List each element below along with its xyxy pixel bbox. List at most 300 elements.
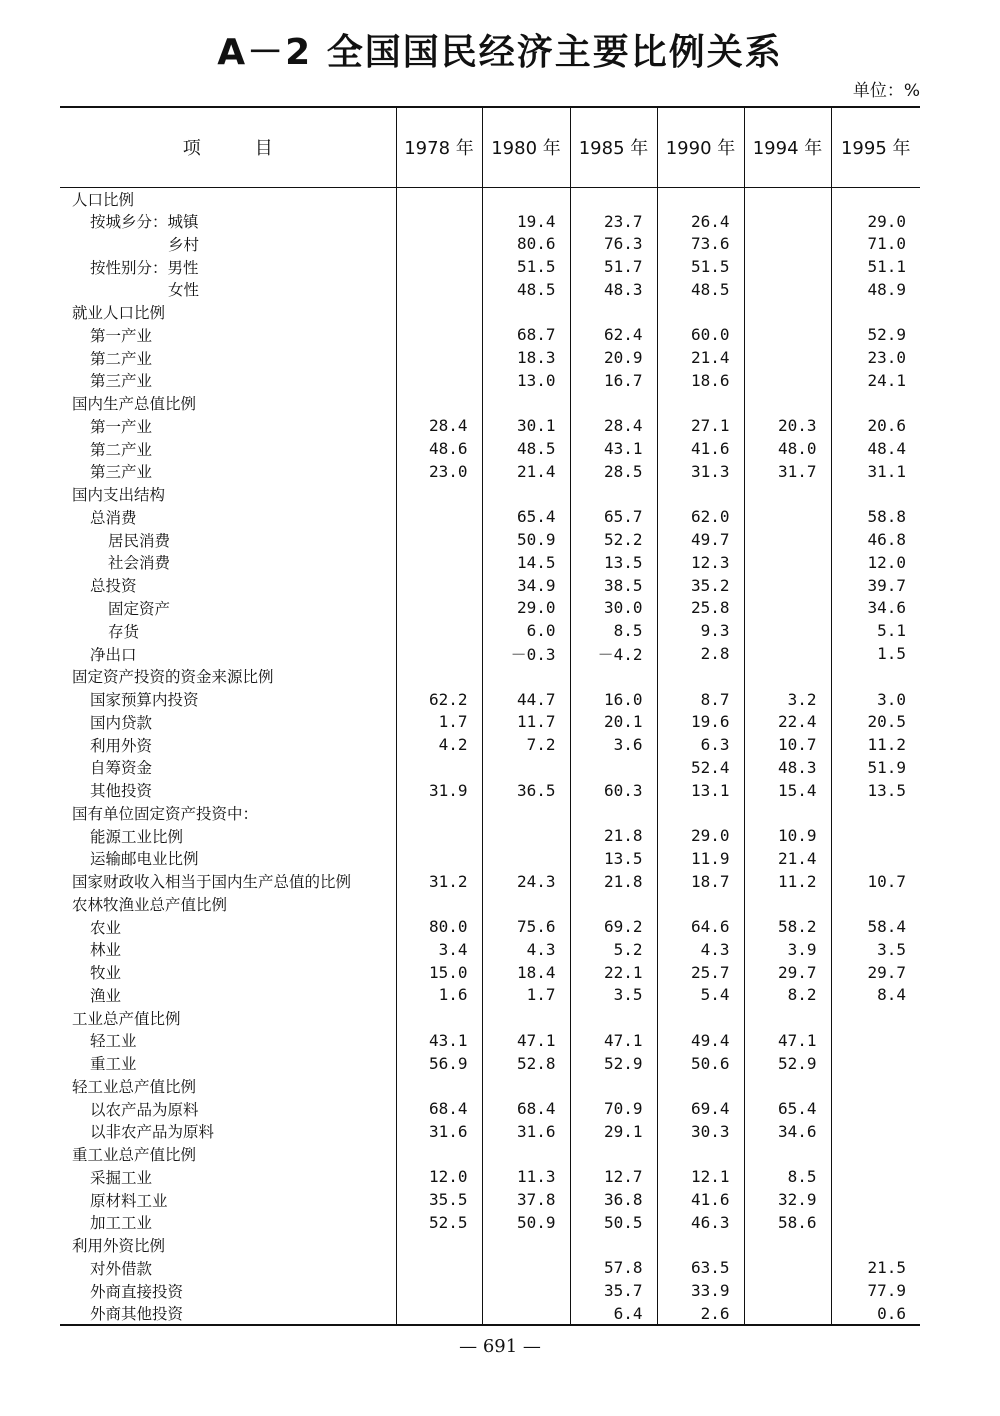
value-cell: 10.9 bbox=[744, 824, 831, 847]
value-cell bbox=[482, 301, 570, 324]
value-cell bbox=[482, 1075, 570, 1098]
value-cell: 2.8 bbox=[657, 642, 744, 665]
value-cell bbox=[744, 893, 831, 916]
value-cell bbox=[570, 893, 657, 916]
row-label: 轻工业总产值比例 bbox=[72, 1077, 197, 1096]
table-row bbox=[60, 1279, 920, 1302]
value-cell bbox=[744, 1075, 831, 1098]
value-cell bbox=[657, 1234, 744, 1257]
value-cell bbox=[396, 255, 482, 278]
table-row bbox=[60, 688, 920, 711]
value-cell bbox=[396, 528, 482, 551]
row-label: 以农产品为原料 bbox=[90, 1100, 199, 1119]
value-cell bbox=[396, 893, 482, 916]
row-label: 牧业 bbox=[90, 964, 122, 983]
value-cell bbox=[482, 802, 570, 825]
value-cell bbox=[482, 1006, 570, 1029]
row-label: 国有单位固定资产投资中： bbox=[72, 804, 259, 823]
value-cell bbox=[744, 1279, 831, 1302]
row-label: 按城乡分：城镇 bbox=[90, 213, 199, 232]
table-row bbox=[60, 961, 920, 984]
value-cell: 46.8 bbox=[831, 528, 920, 551]
row-label: 加工工业 bbox=[90, 1214, 153, 1233]
table-row bbox=[60, 574, 920, 597]
value-cell: 21.8 bbox=[570, 824, 657, 847]
value-cell: 6.0 bbox=[482, 619, 570, 642]
value-cell: 11.2 bbox=[831, 733, 920, 756]
value-cell: 36.5 bbox=[482, 779, 570, 802]
row-label: 国家预算内投资 bbox=[90, 691, 199, 710]
row-label: 以非农产品为原料 bbox=[90, 1123, 215, 1142]
value-cell: 48.3 bbox=[744, 756, 831, 779]
value-cell: 29.7 bbox=[831, 961, 920, 984]
value-cell bbox=[570, 187, 657, 210]
value-cell: 20.3 bbox=[744, 415, 831, 438]
value-cell: 64.6 bbox=[657, 915, 744, 938]
value-cell: 4.3 bbox=[657, 938, 744, 961]
table-row bbox=[60, 437, 920, 460]
table-row bbox=[60, 870, 920, 893]
value-cell bbox=[482, 824, 570, 847]
row-label: 林业 bbox=[90, 941, 122, 960]
value-cell: 68.4 bbox=[482, 1097, 570, 1120]
value-cell: 29.0 bbox=[657, 824, 744, 847]
row-label: 利用外资比例 bbox=[72, 1237, 166, 1256]
value-cell: 3.9 bbox=[744, 938, 831, 961]
value-cell bbox=[396, 392, 482, 415]
value-cell: 0.6 bbox=[831, 1302, 920, 1325]
value-cell: 48.4 bbox=[831, 437, 920, 460]
value-cell: 13.0 bbox=[482, 369, 570, 392]
value-cell bbox=[570, 1006, 657, 1029]
value-cell: 12.0 bbox=[831, 551, 920, 574]
value-cell: 70.9 bbox=[570, 1097, 657, 1120]
value-cell: 6.4 bbox=[570, 1302, 657, 1325]
value-cell: 56.9 bbox=[396, 1052, 482, 1075]
value-cell bbox=[570, 756, 657, 779]
value-cell bbox=[396, 1006, 482, 1029]
value-cell: 13.1 bbox=[657, 779, 744, 802]
value-cell: 32.9 bbox=[744, 1188, 831, 1211]
value-cell: 30.3 bbox=[657, 1120, 744, 1143]
value-cell: 51.1 bbox=[831, 255, 920, 278]
table-row bbox=[60, 324, 920, 347]
value-cell bbox=[831, 1029, 920, 1052]
table-row bbox=[60, 1211, 920, 1234]
value-cell bbox=[396, 210, 482, 233]
value-cell: 52.5 bbox=[396, 1211, 482, 1234]
value-cell: 52.8 bbox=[482, 1052, 570, 1075]
value-cell: 51.5 bbox=[482, 255, 570, 278]
value-cell bbox=[396, 324, 482, 347]
value-cell bbox=[482, 1302, 570, 1325]
value-cell: 11.3 bbox=[482, 1166, 570, 1189]
value-cell bbox=[831, 1120, 920, 1143]
value-cell bbox=[744, 597, 831, 620]
header-item: 项 目 bbox=[60, 107, 396, 187]
value-cell bbox=[831, 1052, 920, 1075]
value-cell bbox=[396, 1279, 482, 1302]
value-cell bbox=[657, 1143, 744, 1166]
value-cell: 65.4 bbox=[744, 1097, 831, 1120]
row-label: 原材料工业 bbox=[90, 1191, 168, 1210]
row-label: 第二产业 bbox=[90, 440, 153, 459]
value-cell: 1.6 bbox=[396, 984, 482, 1007]
table-row bbox=[60, 824, 920, 847]
value-cell bbox=[831, 1075, 920, 1098]
value-cell: 28.4 bbox=[396, 415, 482, 438]
value-cell bbox=[396, 756, 482, 779]
value-cell: 14.5 bbox=[482, 551, 570, 574]
row-label: 第三产业 bbox=[90, 372, 153, 391]
value-cell bbox=[831, 301, 920, 324]
value-cell bbox=[744, 1234, 831, 1257]
value-cell bbox=[570, 1234, 657, 1257]
row-label: 净出口 bbox=[90, 645, 137, 664]
row-label: 社会消费 bbox=[108, 554, 171, 573]
value-cell bbox=[831, 1143, 920, 1166]
table-row bbox=[60, 460, 920, 483]
page-title: A－2 全国国民经济主要比例关系 bbox=[217, 32, 783, 73]
row-label: 国家财政收入相当于国内生产总值的比例 bbox=[72, 873, 352, 892]
table-row bbox=[60, 1052, 920, 1075]
row-label: 总消费 bbox=[90, 508, 137, 527]
value-cell bbox=[570, 1075, 657, 1098]
value-cell: 47.1 bbox=[570, 1029, 657, 1052]
value-cell bbox=[831, 1006, 920, 1029]
value-cell: 69.4 bbox=[657, 1097, 744, 1120]
table-row bbox=[60, 392, 920, 415]
value-cell: 18.3 bbox=[482, 346, 570, 369]
value-cell bbox=[831, 187, 920, 210]
value-cell: 12.1 bbox=[657, 1166, 744, 1189]
value-cell: 29.1 bbox=[570, 1120, 657, 1143]
value-cell: 25.7 bbox=[657, 961, 744, 984]
value-cell: 12.0 bbox=[396, 1166, 482, 1189]
value-cell bbox=[744, 369, 831, 392]
value-cell bbox=[396, 187, 482, 210]
value-cell bbox=[744, 392, 831, 415]
value-cell bbox=[396, 802, 482, 825]
value-cell: 31.6 bbox=[482, 1120, 570, 1143]
value-cell bbox=[744, 233, 831, 256]
value-cell: 18.7 bbox=[657, 870, 744, 893]
value-cell bbox=[744, 1143, 831, 1166]
value-cell: 8.2 bbox=[744, 984, 831, 1007]
value-cell: 47.1 bbox=[744, 1029, 831, 1052]
value-cell: 50.5 bbox=[570, 1211, 657, 1234]
table-row bbox=[60, 1143, 920, 1166]
value-cell: 11.2 bbox=[744, 870, 831, 893]
value-cell bbox=[396, 483, 482, 506]
value-cell: 38.5 bbox=[570, 574, 657, 597]
value-cell: 80.6 bbox=[482, 233, 570, 256]
value-cell: 51.9 bbox=[831, 756, 920, 779]
table-row bbox=[60, 915, 920, 938]
value-cell bbox=[744, 1302, 831, 1325]
table-row bbox=[60, 711, 920, 734]
value-cell bbox=[744, 324, 831, 347]
table-row bbox=[60, 187, 920, 210]
table-row bbox=[60, 893, 920, 916]
value-cell bbox=[396, 619, 482, 642]
table-row bbox=[60, 1302, 920, 1325]
value-cell: 62.4 bbox=[570, 324, 657, 347]
table-row bbox=[60, 255, 920, 278]
table-row bbox=[60, 210, 920, 233]
value-cell: 29.0 bbox=[831, 210, 920, 233]
row-label: 第二产业 bbox=[90, 349, 153, 368]
value-cell: 13.5 bbox=[570, 551, 657, 574]
value-cell: 4.3 bbox=[482, 938, 570, 961]
value-cell bbox=[831, 665, 920, 688]
value-cell bbox=[657, 1006, 744, 1029]
value-cell bbox=[396, 597, 482, 620]
value-cell: 49.4 bbox=[657, 1029, 744, 1052]
value-cell: 60.3 bbox=[570, 779, 657, 802]
value-cell bbox=[657, 301, 744, 324]
value-cell: 48.9 bbox=[831, 278, 920, 301]
value-cell bbox=[831, 1211, 920, 1234]
value-cell: 23.7 bbox=[570, 210, 657, 233]
value-cell: 34.6 bbox=[831, 597, 920, 620]
value-cell bbox=[657, 802, 744, 825]
value-cell: 30.1 bbox=[482, 415, 570, 438]
value-cell: 80.0 bbox=[396, 915, 482, 938]
value-cell bbox=[396, 278, 482, 301]
value-cell bbox=[831, 1188, 920, 1211]
table-row bbox=[60, 619, 920, 642]
table-row bbox=[60, 506, 920, 529]
value-cell: 5.4 bbox=[657, 984, 744, 1007]
header-1985: 1985 年 bbox=[570, 107, 657, 187]
row-label: 农林牧渔业总产值比例 bbox=[72, 895, 228, 914]
value-cell: 41.6 bbox=[657, 1188, 744, 1211]
value-cell: 62.0 bbox=[657, 506, 744, 529]
table-row bbox=[60, 1257, 920, 1280]
value-cell: 43.1 bbox=[396, 1029, 482, 1052]
table-row bbox=[60, 415, 920, 438]
value-cell: 16.7 bbox=[570, 369, 657, 392]
value-cell bbox=[482, 847, 570, 870]
value-cell: 52.9 bbox=[570, 1052, 657, 1075]
header-1995: 1995 年 bbox=[831, 107, 920, 187]
value-cell: 8.5 bbox=[744, 1166, 831, 1189]
value-cell: 31.7 bbox=[744, 460, 831, 483]
value-cell: 31.9 bbox=[396, 779, 482, 802]
row-label: 利用外资 bbox=[90, 736, 153, 755]
row-label: 固定资产投资的资金来源比例 bbox=[72, 668, 274, 687]
value-cell: 23.0 bbox=[831, 346, 920, 369]
value-cell bbox=[831, 893, 920, 916]
value-cell: 1.7 bbox=[482, 984, 570, 1007]
value-cell bbox=[744, 483, 831, 506]
value-cell: 22.4 bbox=[744, 711, 831, 734]
value-cell bbox=[570, 665, 657, 688]
value-cell bbox=[744, 551, 831, 574]
row-label: 总投资 bbox=[90, 577, 137, 596]
value-cell: 76.3 bbox=[570, 233, 657, 256]
value-cell bbox=[744, 1006, 831, 1029]
value-cell: 20.5 bbox=[831, 711, 920, 734]
table-row bbox=[60, 278, 920, 301]
header-1990: 1990 年 bbox=[657, 107, 744, 187]
value-cell: 21.5 bbox=[831, 1257, 920, 1280]
table-row bbox=[60, 642, 920, 665]
value-cell: 19.6 bbox=[657, 711, 744, 734]
row-label: 对外借款 bbox=[90, 1259, 153, 1278]
value-cell: 18.4 bbox=[482, 961, 570, 984]
table-row bbox=[60, 1166, 920, 1189]
value-cell bbox=[396, 1234, 482, 1257]
value-cell: 52.2 bbox=[570, 528, 657, 551]
value-cell bbox=[396, 506, 482, 529]
value-cell: 29.0 bbox=[482, 597, 570, 620]
row-label: 重工业总产值比例 bbox=[72, 1146, 197, 1165]
value-cell: 46.3 bbox=[657, 1211, 744, 1234]
header-1978: 1978 年 bbox=[396, 107, 482, 187]
value-cell bbox=[396, 574, 482, 597]
value-cell bbox=[744, 506, 831, 529]
row-label: 国内贷款 bbox=[90, 713, 153, 732]
value-cell: 20.1 bbox=[570, 711, 657, 734]
value-cell bbox=[396, 1075, 482, 1098]
row-label: 就业人口比例 bbox=[72, 304, 166, 323]
value-cell bbox=[396, 1257, 482, 1280]
value-cell: 35.7 bbox=[570, 1279, 657, 1302]
value-cell: 77.9 bbox=[831, 1279, 920, 1302]
table-row bbox=[60, 1097, 920, 1120]
ratio-table bbox=[60, 106, 920, 1326]
table-header-row bbox=[60, 107, 920, 187]
value-cell: 65.7 bbox=[570, 506, 657, 529]
value-cell: 25.8 bbox=[657, 597, 744, 620]
table-row bbox=[60, 1075, 920, 1098]
row-label: 能源工业比例 bbox=[90, 827, 184, 846]
value-cell bbox=[831, 824, 920, 847]
value-cell: 73.6 bbox=[657, 233, 744, 256]
table-row bbox=[60, 756, 920, 779]
value-cell bbox=[482, 893, 570, 916]
unit-label: 单位：% bbox=[852, 81, 920, 101]
value-cell: 71.0 bbox=[831, 233, 920, 256]
value-cell: 58.8 bbox=[831, 506, 920, 529]
value-cell: 34.9 bbox=[482, 574, 570, 597]
row-label: 渔业 bbox=[90, 986, 122, 1005]
value-cell: 58.6 bbox=[744, 1211, 831, 1234]
row-label: 人口比例 bbox=[72, 190, 135, 209]
row-label: 外商直接投资 bbox=[90, 1282, 184, 1301]
value-cell bbox=[570, 802, 657, 825]
value-cell: 68.7 bbox=[482, 324, 570, 347]
value-cell: 58.4 bbox=[831, 915, 920, 938]
value-cell: 57.8 bbox=[570, 1257, 657, 1280]
value-cell: 35.2 bbox=[657, 574, 744, 597]
value-cell bbox=[482, 756, 570, 779]
value-cell: 36.8 bbox=[570, 1188, 657, 1211]
value-cell bbox=[744, 1257, 831, 1280]
value-cell bbox=[831, 847, 920, 870]
value-cell bbox=[396, 847, 482, 870]
table-row bbox=[60, 802, 920, 825]
value-cell bbox=[570, 1143, 657, 1166]
value-cell: 49.7 bbox=[657, 528, 744, 551]
value-cell: 68.4 bbox=[396, 1097, 482, 1120]
table-row bbox=[60, 301, 920, 324]
row-label: 运输邮电业比例 bbox=[90, 850, 199, 869]
value-cell: 27.1 bbox=[657, 415, 744, 438]
value-cell: 58.2 bbox=[744, 915, 831, 938]
value-cell: 15.0 bbox=[396, 961, 482, 984]
value-cell bbox=[482, 665, 570, 688]
value-cell: 44.7 bbox=[482, 688, 570, 711]
value-cell: －4.2 bbox=[570, 642, 657, 665]
value-cell: 21.4 bbox=[744, 847, 831, 870]
value-cell: 15.4 bbox=[744, 779, 831, 802]
value-cell: 65.4 bbox=[482, 506, 570, 529]
value-cell: 28.4 bbox=[570, 415, 657, 438]
value-cell bbox=[744, 255, 831, 278]
table-row bbox=[60, 1120, 920, 1143]
value-cell: 10.7 bbox=[744, 733, 831, 756]
row-label: 重工业 bbox=[90, 1055, 137, 1074]
value-cell: 3.2 bbox=[744, 688, 831, 711]
value-cell: 52.9 bbox=[744, 1052, 831, 1075]
value-cell: 52.4 bbox=[657, 756, 744, 779]
value-cell: 11.7 bbox=[482, 711, 570, 734]
value-cell: 21.4 bbox=[482, 460, 570, 483]
value-cell bbox=[396, 301, 482, 324]
value-cell bbox=[482, 392, 570, 415]
value-cell bbox=[396, 233, 482, 256]
row-label: 第一产业 bbox=[90, 326, 153, 345]
value-cell bbox=[744, 642, 831, 665]
value-cell: 4.2 bbox=[396, 733, 482, 756]
value-cell: 13.5 bbox=[570, 847, 657, 870]
value-cell: 10.7 bbox=[831, 870, 920, 893]
value-cell: 16.0 bbox=[570, 688, 657, 711]
value-cell: 51.5 bbox=[657, 255, 744, 278]
value-cell: 48.0 bbox=[744, 437, 831, 460]
value-cell bbox=[744, 210, 831, 233]
value-cell bbox=[657, 483, 744, 506]
value-cell bbox=[744, 346, 831, 369]
header-1994: 1994 年 bbox=[744, 107, 831, 187]
value-cell: 28.5 bbox=[570, 460, 657, 483]
value-cell bbox=[831, 802, 920, 825]
value-cell: 37.8 bbox=[482, 1188, 570, 1211]
value-cell bbox=[482, 1234, 570, 1257]
value-cell: 63.5 bbox=[657, 1257, 744, 1280]
value-cell: 47.1 bbox=[482, 1029, 570, 1052]
row-label: 居民消费 bbox=[108, 531, 171, 550]
value-cell bbox=[744, 278, 831, 301]
table-row bbox=[60, 938, 920, 961]
value-cell: 48.3 bbox=[570, 278, 657, 301]
value-cell bbox=[396, 369, 482, 392]
value-cell bbox=[396, 1143, 482, 1166]
table-row bbox=[60, 346, 920, 369]
value-cell: 21.4 bbox=[657, 346, 744, 369]
value-cell bbox=[831, 392, 920, 415]
table-row bbox=[60, 369, 920, 392]
value-cell: 22.1 bbox=[570, 961, 657, 984]
value-cell: 31.2 bbox=[396, 870, 482, 893]
table-row bbox=[60, 665, 920, 688]
value-cell bbox=[570, 392, 657, 415]
value-cell: 34.6 bbox=[744, 1120, 831, 1143]
value-cell bbox=[744, 187, 831, 210]
